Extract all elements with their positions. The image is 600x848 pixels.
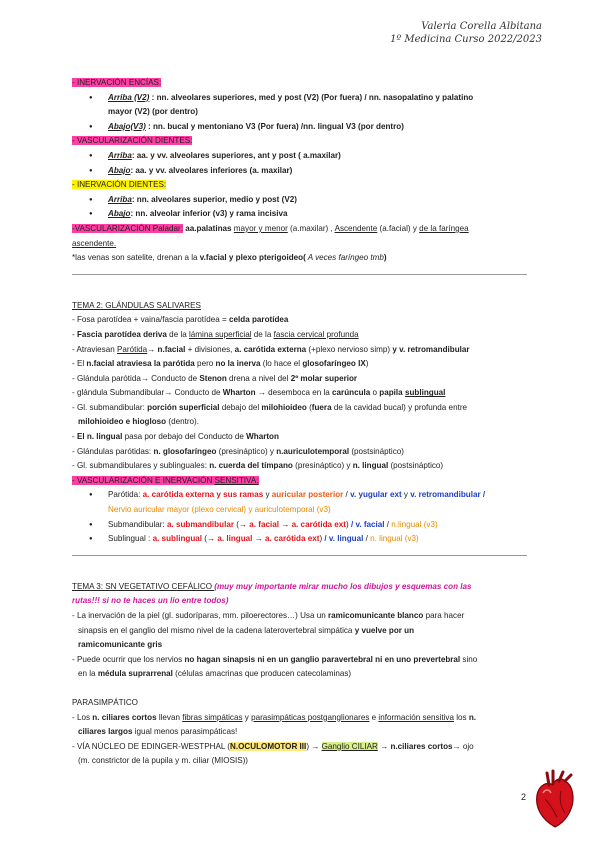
document-body — [72, 76, 532, 769]
list-item: ● Abajo(V3) : nn. bucal y mentoniano V3 (Por fuera) /nn. lingual V3 (por dentro) — [72, 120, 532, 135]
text-line-cont: en la médula suprarrenal (células amacrinas que producen catecolaminas) — [78, 669, 352, 679]
author-name: Valeria Corella Albitana — [421, 21, 542, 32]
section-inerv-dientes: - INERVACIÓN DIENTES: — [72, 180, 167, 190]
list-item: ● Parótida: a. carótida externa y sus ramas y auricular posterior / v. yugular ext y v. retromandibular / — [72, 488, 532, 503]
text-line: - La inervación de la piel (gl. sudoríparas, mm. piloerectores…) Usa un ramicomunicante blanco para hacer — [72, 611, 465, 620]
tema3-note: rutas!!! si no te haces un lio entre todos) — [72, 596, 229, 606]
tema2-title: TEMA 2: GLÁNDULAS SALIVARES — [72, 300, 201, 310]
text-line: - Fosa parotídea + vaina/fascia parotídea = celda parotídea — [72, 315, 289, 325]
text-line-cont: ciliares largos igual menos parasimpáticas! — [78, 727, 238, 737]
anatomical-heart-icon — [531, 769, 579, 831]
text-line: - Fascia parotídea deriva de la lámina superficial de la fascia cervical profunda — [72, 329, 359, 339]
text-line: - Gl. submandibulares y sublinguales: n. cuerda del tímpano (presináptico) y n. lingual (postsináptico) — [72, 461, 444, 471]
section-vasc-dientes: - VASCULARIZACIÓN DIENTES: — [72, 136, 193, 146]
vasc-paladar-cont: ascendente. — [72, 238, 117, 248]
venas-note: *las venas son satelite, drenan a la v.facial y plexo pterigoideo( A veces faríngeo tmb) — [72, 253, 387, 263]
text-line: - Atraviesan Parótida→ n.facial + divisiones, a. carótida externa (+plexo nervioso simp) y v. retromandibular — [72, 344, 470, 354]
list-item: ● Submandibular: a. submandibular (→ a. facial → a. carótida ext) / v. facial / n.lingual (v3) — [72, 518, 532, 533]
vasc-inerv-title: - VASCULARIZACIÓN E INERVACIÓN SENSITIVA: — [72, 475, 259, 485]
text-line-cont: sinapsis en el ganglio del mismo nivel de la cadena laterovertebral simpática y vuelve por un — [78, 625, 415, 635]
parasimpatico-title: PARASIMPÁTICO — [72, 697, 138, 707]
text-line-cont: (m. constrictor de la pupila y m. ciliar (MIOSIS)) — [78, 756, 249, 766]
text-line-cont: milohioideo e hiogloso (dentro). — [78, 417, 199, 427]
text-line: - Los n. ciliares cortos llevan fibras simpáticas y parasimpáticas postganglionares e información sensitiva los n. — [72, 712, 477, 722]
list-item: ● Abajo: aa. y vv. alveolares inferiores (a. maxilar) — [72, 164, 532, 179]
text-line: - El n.facial atraviesa la parótida pero no la inerva (lo hace el glosofaríngeo IX) — [72, 359, 369, 369]
text-line: - Glándulas parótidas: n. glosofaríngeo (presináptico) y n.auriculotemporal (postsináptico) — [72, 446, 404, 456]
list-item: ● Arriba: nn. alveolares superior, medio y post (V2) — [72, 193, 532, 208]
tema3-title: TEMA 3: SN VEGETATIVO CEFÁLICO (muy muy importante mirar mucho los dibujos y esquemas con las — [72, 581, 472, 591]
page-number: 2 — [521, 792, 527, 802]
list-item: ● Sublingual : a. sublingual (→ a. lingual → a. carótida ext) / v. lingual / n. lingual (v3) — [72, 532, 532, 547]
text-line: - Puede ocurrir que los nervios no hagan sinapsis ni en un ganglio paravertebral ni en uno prevertebral sino — [72, 654, 478, 664]
list-item-cont: Nervio auricular mayor (plexo cervical) y auriculotemporal (v3) — [108, 505, 331, 515]
divider — [72, 555, 527, 556]
text-line: - VÍA NÚCLEO DE EDINGER-WESTPHAL (N.OCULOMOTOR III) → Ganglio CILIAR → n.ciliares cortos→ ojo — [72, 741, 474, 751]
text-line: - Gl. submandibular: porción superficial debajo del milohioideo (fuera de la cavidad bucal) y profunda entre — [72, 402, 468, 412]
text-line: - glándula Submandibular→ Conducto de Wharton → desemboca en la carúncula o papila sublingual — [72, 388, 446, 398]
list-item: ● Arriba: aa. y vv. alveolares superiores, ant y post ( a.maxilar) — [72, 149, 532, 164]
list-item: ● Arriba (V2) : nn. alveolares superiores, med y post (V2) (Por fuera) / nn. nasopalatino y palatino — [72, 91, 532, 106]
course-label: 1º Medicina Curso 2022/2023 — [390, 34, 542, 45]
text-line: - Glándula parótida→ Conducto de Stenon drena a nivel del 2º molar superior — [72, 373, 358, 383]
text-line-cont: ramicomunicante gris — [78, 640, 163, 650]
divider — [72, 274, 527, 275]
page-header — [390, 20, 542, 46]
section-inervacion-encias: - INERVACIÓN ENCÍAS: — [72, 78, 162, 87]
list-item-cont: mayor (V2) (por dentro) — [108, 107, 198, 117]
vasc-paladar-line: -VASCULARIZACIÓN Paladar: aa.palatinas mayor y menor (a.maxilar) , Ascendente (a.facial) y de la faríngea — [72, 223, 469, 233]
text-line: - El n. lingual pasa por debajo del Conducto de Wharton — [72, 432, 279, 442]
list-item: ● Abajo: nn. alveolar inferior (v3) y rama incisiva — [72, 207, 532, 222]
